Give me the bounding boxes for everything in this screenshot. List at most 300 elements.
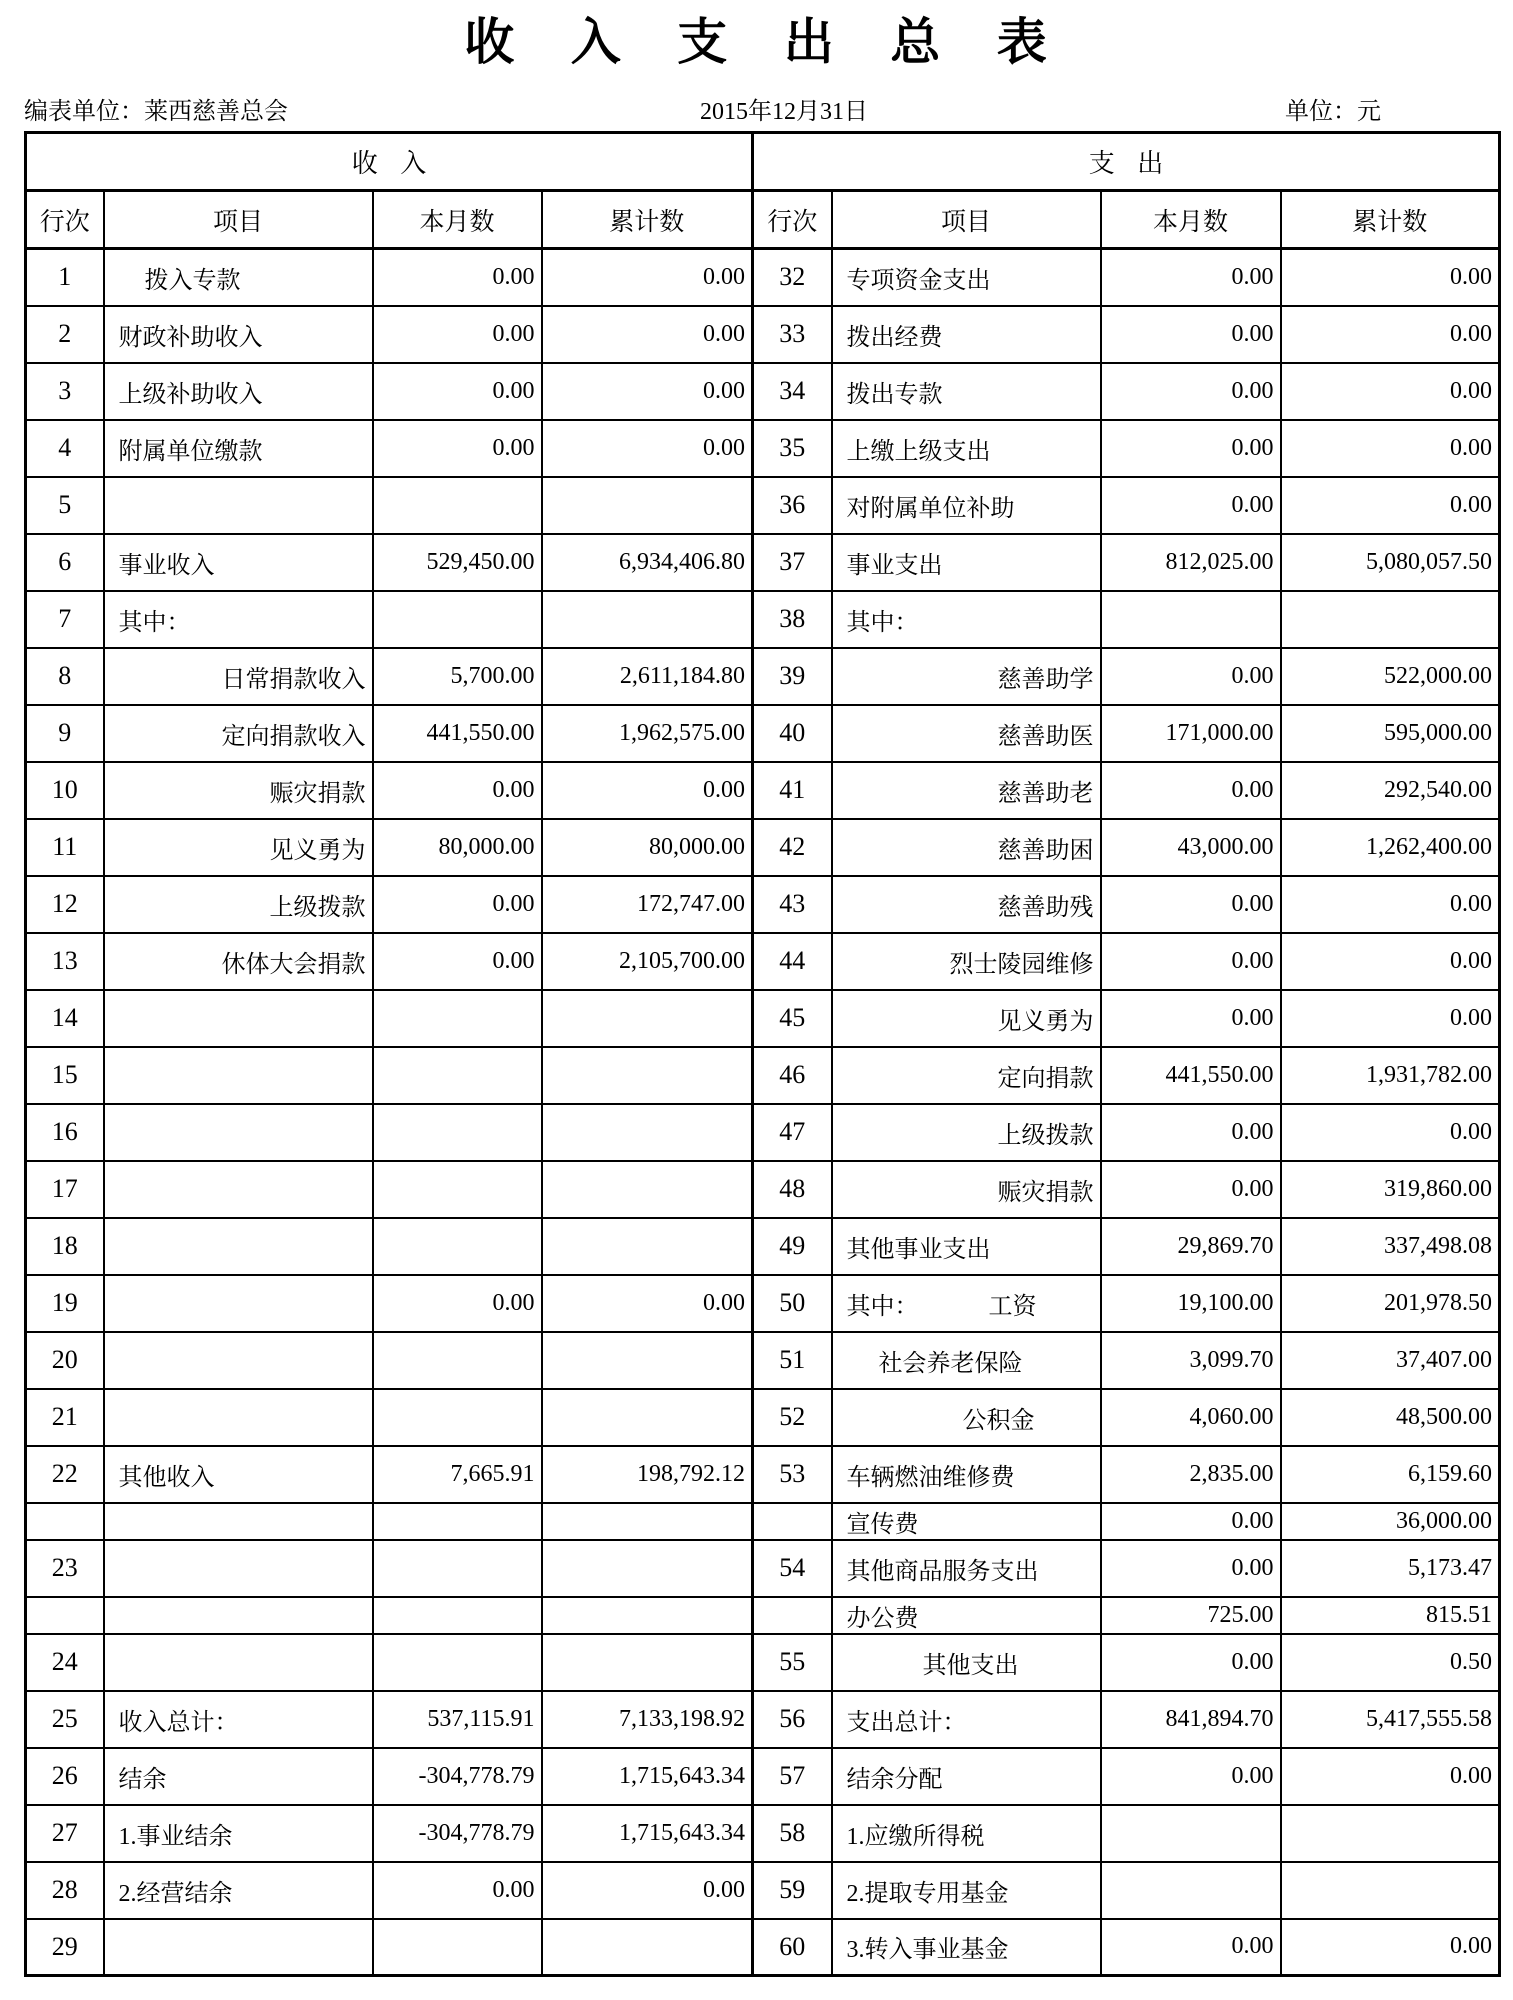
expense-item-label: 慈善助医 <box>997 723 1094 750</box>
table-row <box>26 1218 1500 1275</box>
expense-row-no: 57 <box>753 1748 832 1805</box>
expense-total-value: 48,500.00 <box>1281 1389 1500 1446</box>
income-item-cell <box>104 249 373 306</box>
income-row-no: 7 <box>26 591 104 648</box>
income-total-value <box>542 1503 753 1540</box>
income-row-no: 15 <box>26 1047 104 1104</box>
expense-item-cell <box>832 990 1101 1047</box>
table-row <box>26 534 1500 591</box>
expense-row-no: 41 <box>753 762 832 819</box>
currency-unit-label: 单位：元 <box>1285 99 1381 125</box>
table-row <box>26 477 1500 534</box>
expense-total-value: 0.00 <box>1281 990 1500 1047</box>
expense-month-value: 3,099.70 <box>1101 1332 1281 1389</box>
expense-item-cell <box>832 591 1101 648</box>
table-row <box>26 249 1500 306</box>
income-total-value: 0.00 <box>542 420 753 477</box>
expense-row-no: 52 <box>753 1389 832 1446</box>
expense-month-value: 441,550.00 <box>1101 1047 1281 1104</box>
expense-item-label: 上级拨款 <box>997 1122 1094 1149</box>
expense-row-no: 40 <box>753 705 832 762</box>
income-row-no: 26 <box>26 1748 104 1805</box>
expense-item-label: 慈善助残 <box>997 894 1094 921</box>
expense-item-cell <box>832 363 1101 420</box>
income-month-value <box>373 1218 542 1275</box>
income-total-value <box>542 1389 753 1446</box>
expense-item-cell <box>832 1161 1101 1218</box>
expense-month-value: 841,894.70 <box>1101 1691 1281 1748</box>
income-row-no: 25 <box>26 1691 104 1748</box>
income-item-label: 结余 <box>118 1766 167 1793</box>
income-month-value: 0.00 <box>373 1275 542 1332</box>
income-row-no <box>26 1503 104 1540</box>
expense-item-cell <box>832 1503 1101 1540</box>
expense-total-value: 0.00 <box>1281 1104 1500 1161</box>
expense-month-value <box>1101 591 1281 648</box>
expense-row-no: 33 <box>753 306 832 363</box>
expense-row-no: 43 <box>753 876 832 933</box>
expense-row-no: 35 <box>753 420 832 477</box>
expense-month-value: 29,869.70 <box>1101 1218 1281 1275</box>
expense-item-label: 宣传费 <box>846 1511 919 1538</box>
income-month-value: 0.00 <box>373 1862 542 1919</box>
income-row-no: 10 <box>26 762 104 819</box>
table-row <box>26 1748 1500 1805</box>
table-row <box>26 1047 1500 1104</box>
income-row-no: 5 <box>26 477 104 534</box>
table-row <box>26 762 1500 819</box>
expense-row-no: 51 <box>753 1332 832 1389</box>
table-row <box>26 1503 1500 1540</box>
income-month-value <box>373 1104 542 1161</box>
expense-row-no: 32 <box>753 249 832 306</box>
expense-total-value: 6,159.60 <box>1281 1446 1500 1503</box>
income-item-label: 上级拨款 <box>269 894 366 921</box>
expense-total-value: 337,498.08 <box>1281 1218 1500 1275</box>
income-total-value <box>542 477 753 534</box>
expense-item-cell <box>832 477 1101 534</box>
table-row <box>26 1597 1500 1634</box>
income-item-label: 定向捐款收入 <box>221 723 366 750</box>
income-section-title: 收 入 <box>26 133 753 191</box>
income-item-cell <box>104 1446 373 1503</box>
income-expense-table <box>24 131 1501 1977</box>
income-month-value: 441,550.00 <box>373 705 542 762</box>
expense-item-cell <box>832 1047 1101 1104</box>
expense-row-no <box>753 1503 832 1540</box>
expense-item-cell <box>832 1919 1101 1976</box>
income-row-no: 16 <box>26 1104 104 1161</box>
expense-total-value: 815.51 <box>1281 1597 1500 1634</box>
income-total-value <box>542 1161 753 1218</box>
expense-month-value: 2,835.00 <box>1101 1446 1281 1503</box>
income-item-label: 其他收入 <box>118 1464 215 1491</box>
income-month-value: 5,700.00 <box>373 648 542 705</box>
expense-row-no: 39 <box>753 648 832 705</box>
income-month-value <box>373 1047 542 1104</box>
expense-row-no: 60 <box>753 1919 832 1976</box>
income-total-value <box>542 1634 753 1691</box>
income-total-value <box>542 990 753 1047</box>
expense-month-value: 43,000.00 <box>1101 819 1281 876</box>
expense-item-cell <box>832 1634 1101 1691</box>
table-row <box>26 990 1500 1047</box>
income-item-label: 日常捐款收入 <box>221 666 366 693</box>
income-month-value <box>373 1919 542 1976</box>
expense-item-label: 慈善助困 <box>997 837 1094 864</box>
expense-month-value: 0.00 <box>1101 1540 1281 1597</box>
expense-total-value <box>1281 1805 1500 1862</box>
expense-month-value: 0.00 <box>1101 363 1281 420</box>
expense-item-label: 其他支出 <box>922 1652 1019 1679</box>
income-total-value: 198,792.12 <box>542 1446 753 1503</box>
table-row <box>26 705 1500 762</box>
income-item-cell <box>104 1161 373 1218</box>
expense-total-value: 0.00 <box>1281 876 1500 933</box>
income-item-label: 其中： <box>118 609 191 636</box>
expense-row-no: 54 <box>753 1540 832 1597</box>
income-item-cell <box>104 363 373 420</box>
expense-section-title: 支 出 <box>753 133 1500 191</box>
income-month-value: 0.00 <box>373 363 542 420</box>
report-date: 2015年12月31日 <box>700 99 868 125</box>
income-row-no: 6 <box>26 534 104 591</box>
income-total-value: 0.00 <box>542 249 753 306</box>
expense-row-no: 50 <box>753 1275 832 1332</box>
expense-item-label: 慈善助老 <box>997 780 1094 807</box>
income-item-cell <box>104 591 373 648</box>
table-row <box>26 420 1500 477</box>
income-item-cell <box>104 1805 373 1862</box>
expense-row-no: 45 <box>753 990 832 1047</box>
expense-total-value: 0.00 <box>1281 306 1500 363</box>
expense-row-no: 38 <box>753 591 832 648</box>
expense-total-value: 595,000.00 <box>1281 705 1500 762</box>
income-item-cell <box>104 990 373 1047</box>
expense-item-label: 结余分配 <box>846 1766 943 1793</box>
expense-item-label: 见义勇为 <box>997 1008 1094 1035</box>
expense-row-no: 37 <box>753 534 832 591</box>
expense-item-label: 拨出经费 <box>846 324 943 351</box>
income-total-value <box>542 1104 753 1161</box>
expense-row-no: 36 <box>753 477 832 534</box>
income-row-no: 4 <box>26 420 104 477</box>
income-row-no: 19 <box>26 1275 104 1332</box>
income-total-value <box>542 1540 753 1597</box>
column-header: 项目 <box>104 191 373 249</box>
income-row-no: 1 <box>26 249 104 306</box>
expense-item-cell <box>832 648 1101 705</box>
income-total-value: 1,715,643.34 <box>542 1748 753 1805</box>
income-item-cell <box>104 933 373 990</box>
income-item-cell <box>104 1634 373 1691</box>
income-row-no: 24 <box>26 1634 104 1691</box>
income-row-no: 21 <box>26 1389 104 1446</box>
table-row <box>26 1634 1500 1691</box>
page-title: 收 入 支 出 总 表 <box>464 14 1049 70</box>
income-item-cell <box>104 1218 373 1275</box>
expense-total-value: 0.00 <box>1281 363 1500 420</box>
income-item-label: 收入总计： <box>118 1709 239 1736</box>
expense-month-value: 0.00 <box>1101 477 1281 534</box>
income-total-value: 7,133,198.92 <box>542 1691 753 1748</box>
income-row-no: 3 <box>26 363 104 420</box>
expense-total-value <box>1281 1862 1500 1919</box>
income-total-value: 1,715,643.34 <box>542 1805 753 1862</box>
expense-total-value: 319,860.00 <box>1281 1161 1500 1218</box>
column-header: 行次 <box>26 191 104 249</box>
expense-month-value: 0.00 <box>1101 1919 1281 1976</box>
income-total-value: 0.00 <box>542 306 753 363</box>
expense-total-value: 292,540.00 <box>1281 762 1500 819</box>
income-month-value: 80,000.00 <box>373 819 542 876</box>
expense-item-cell <box>832 1691 1101 1748</box>
column-header: 本月数 <box>373 191 542 249</box>
expense-item-cell <box>832 762 1101 819</box>
expense-row-no: 53 <box>753 1446 832 1503</box>
expense-item-cell <box>832 420 1101 477</box>
table-row <box>26 591 1500 648</box>
income-total-value: 2,611,184.80 <box>542 648 753 705</box>
income-total-value <box>542 1597 753 1634</box>
income-total-value: 2,105,700.00 <box>542 933 753 990</box>
income-month-value <box>373 1503 542 1540</box>
income-item-label: 拨入专款 <box>144 267 241 294</box>
expense-month-value: 0.00 <box>1101 762 1281 819</box>
expense-month-value: 19,100.00 <box>1101 1275 1281 1332</box>
table-row <box>26 1805 1500 1862</box>
income-total-value: 6,934,406.80 <box>542 534 753 591</box>
expense-month-value: 0.00 <box>1101 933 1281 990</box>
expense-item-label: 定向捐款 <box>997 1065 1094 1092</box>
income-total-value: 0.00 <box>542 1275 753 1332</box>
income-month-value <box>373 1634 542 1691</box>
income-month-value: 0.00 <box>373 420 542 477</box>
expense-item-label: 其中： <box>846 1293 919 1320</box>
expense-item-cell <box>832 1332 1101 1389</box>
table-row <box>26 876 1500 933</box>
income-month-value <box>373 1389 542 1446</box>
expense-item-label: 赈灾捐款 <box>997 1179 1094 1206</box>
expense-month-value: 0.00 <box>1101 1161 1281 1218</box>
expense-item-cell <box>832 1597 1101 1634</box>
expense-item-label: 慈善助学 <box>997 666 1094 693</box>
expense-total-value: 1,262,400.00 <box>1281 819 1500 876</box>
income-item-cell <box>104 1389 373 1446</box>
income-month-value: 529,450.00 <box>373 534 542 591</box>
income-month-value <box>373 990 542 1047</box>
expense-total-value: 0.00 <box>1281 477 1500 534</box>
expense-item-cell <box>832 306 1101 363</box>
expense-total-value: 5,080,057.50 <box>1281 534 1500 591</box>
expense-total-value: 522,000.00 <box>1281 648 1500 705</box>
expense-month-value: 0.00 <box>1101 1104 1281 1161</box>
income-row-no <box>26 1597 104 1634</box>
income-item-cell <box>104 1503 373 1540</box>
table-row <box>26 1104 1500 1161</box>
expense-total-value: 201,978.50 <box>1281 1275 1500 1332</box>
income-month-value <box>373 1161 542 1218</box>
expense-item-cell <box>832 876 1101 933</box>
income-item-label: 事业收入 <box>118 552 215 579</box>
table-row <box>26 933 1500 990</box>
expense-month-value: 0.00 <box>1101 990 1281 1047</box>
expense-item-label: 车辆燃油维修费 <box>846 1464 1015 1491</box>
expense-total-value: 0.00 <box>1281 1748 1500 1805</box>
expense-item-label: 公积金 <box>962 1407 1035 1434</box>
expense-item-cell <box>832 819 1101 876</box>
income-month-value: -304,778.79 <box>373 1748 542 1805</box>
expense-item-cell <box>832 249 1101 306</box>
income-row-no: 14 <box>26 990 104 1047</box>
expense-item-label: 上缴上级支出 <box>846 438 991 465</box>
expense-item-label: 其中： <box>846 609 919 636</box>
expense-row-no: 44 <box>753 933 832 990</box>
expense-month-value: 725.00 <box>1101 1597 1281 1634</box>
income-item-cell <box>104 1047 373 1104</box>
income-total-value: 0.00 <box>542 762 753 819</box>
income-row-no: 9 <box>26 705 104 762</box>
income-item-label: 2.经营结余 <box>118 1880 233 1907</box>
expense-total-value: 0.50 <box>1281 1634 1500 1691</box>
expense-row-no: 58 <box>753 1805 832 1862</box>
table-row <box>26 1389 1500 1446</box>
expense-item-label: 专项资金支出 <box>846 267 991 294</box>
income-month-value <box>373 477 542 534</box>
expense-month-value: 0.00 <box>1101 306 1281 363</box>
income-row-no: 13 <box>26 933 104 990</box>
expense-total-value: 37,407.00 <box>1281 1332 1500 1389</box>
income-item-cell <box>104 876 373 933</box>
expense-item-label: 办公费 <box>846 1605 919 1632</box>
income-month-value <box>373 1540 542 1597</box>
expense-month-value: 0.00 <box>1101 1748 1281 1805</box>
income-month-value: 0.00 <box>373 933 542 990</box>
income-item-cell <box>104 762 373 819</box>
expense-item-cell <box>832 1104 1101 1161</box>
expense-item-cell <box>832 1218 1101 1275</box>
income-item-cell <box>104 420 373 477</box>
reporting-org-label: 编表单位：莱西慈善总会 <box>24 99 288 125</box>
income-month-value: 537,115.91 <box>373 1691 542 1748</box>
income-item-label: 休体大会捐款 <box>221 951 366 978</box>
income-total-value <box>542 591 753 648</box>
income-total-value: 0.00 <box>542 363 753 420</box>
expense-row-no: 48 <box>753 1161 832 1218</box>
income-item-cell <box>104 1275 373 1332</box>
expense-total-value: 0.00 <box>1281 1919 1500 1976</box>
income-row-no: 18 <box>26 1218 104 1275</box>
income-total-value: 80,000.00 <box>542 819 753 876</box>
expense-month-value: 0.00 <box>1101 876 1281 933</box>
table-row <box>26 363 1500 420</box>
expense-total-value: 5,417,555.58 <box>1281 1691 1500 1748</box>
income-item-cell <box>104 1919 373 1976</box>
table-row <box>26 819 1500 876</box>
income-row-no: 2 <box>26 306 104 363</box>
income-item-label: 附属单位缴款 <box>118 438 263 465</box>
expense-total-value: 0.00 <box>1281 420 1500 477</box>
table-row <box>26 1691 1500 1748</box>
income-item-cell <box>104 1104 373 1161</box>
expense-month-value: 4,060.00 <box>1101 1389 1281 1446</box>
income-row-no: 8 <box>26 648 104 705</box>
expense-row-no: 47 <box>753 1104 832 1161</box>
expense-item-label: 2.提取专用基金 <box>846 1880 1009 1907</box>
expense-month-value: 0.00 <box>1101 1503 1281 1540</box>
income-row-no: 20 <box>26 1332 104 1389</box>
table-row <box>26 1446 1500 1503</box>
column-header: 累计数 <box>542 191 753 249</box>
expense-item-label: 对附属单位补助 <box>846 495 1015 522</box>
table-body <box>26 249 1500 1976</box>
expense-total-value: 36,000.00 <box>1281 1503 1500 1540</box>
expense-item-cell <box>832 1862 1101 1919</box>
expense-item-label: 烈士陵园维修 <box>949 951 1094 978</box>
income-item-cell <box>104 1862 373 1919</box>
income-month-value <box>373 591 542 648</box>
expense-item-sublabel: 工资 <box>988 1293 1037 1320</box>
expense-item-cell <box>832 1275 1101 1332</box>
section-band <box>26 133 1500 191</box>
expense-month-value <box>1101 1862 1281 1919</box>
income-month-value: 0.00 <box>373 306 542 363</box>
income-item-label: 上级补助收入 <box>118 381 263 408</box>
income-item-cell <box>104 477 373 534</box>
column-header: 项目 <box>832 191 1101 249</box>
expense-month-value: 0.00 <box>1101 249 1281 306</box>
expense-total-value: 0.00 <box>1281 933 1500 990</box>
expense-month-value: 812,025.00 <box>1101 534 1281 591</box>
income-item-cell <box>104 1597 373 1634</box>
expense-row-no: 59 <box>753 1862 832 1919</box>
expense-total-value: 0.00 <box>1281 249 1500 306</box>
income-item-cell <box>104 1332 373 1389</box>
expense-item-cell <box>832 1805 1101 1862</box>
expense-item-label: 其他商品服务支出 <box>846 1558 1039 1585</box>
income-row-no: 12 <box>26 876 104 933</box>
expense-total-value: 5,173.47 <box>1281 1540 1500 1597</box>
income-item-label: 财政补助收入 <box>118 324 263 351</box>
expense-item-cell <box>832 534 1101 591</box>
table-row <box>26 1332 1500 1389</box>
income-row-no: 22 <box>26 1446 104 1503</box>
expense-item-cell <box>832 1748 1101 1805</box>
expense-item-cell <box>832 1540 1101 1597</box>
income-item-cell <box>104 306 373 363</box>
expense-item-label: 1.应缴所得税 <box>846 1823 985 1850</box>
expense-item-cell <box>832 705 1101 762</box>
expense-row-no: 49 <box>753 1218 832 1275</box>
income-row-no: 28 <box>26 1862 104 1919</box>
income-month-value: 0.00 <box>373 762 542 819</box>
column-header: 行次 <box>753 191 832 249</box>
column-header: 本月数 <box>1101 191 1281 249</box>
income-month-value: 7,665.91 <box>373 1446 542 1503</box>
column-header-row <box>26 191 1500 249</box>
income-item-cell <box>104 1540 373 1597</box>
expense-month-value <box>1101 1805 1281 1862</box>
expense-row-no: 34 <box>753 363 832 420</box>
income-item-cell <box>104 1748 373 1805</box>
table-row <box>26 648 1500 705</box>
income-item-cell <box>104 534 373 591</box>
income-total-value <box>542 1218 753 1275</box>
income-row-no: 29 <box>26 1919 104 1976</box>
column-header: 累计数 <box>1281 191 1500 249</box>
income-item-cell <box>104 819 373 876</box>
income-total-value: 0.00 <box>542 1862 753 1919</box>
